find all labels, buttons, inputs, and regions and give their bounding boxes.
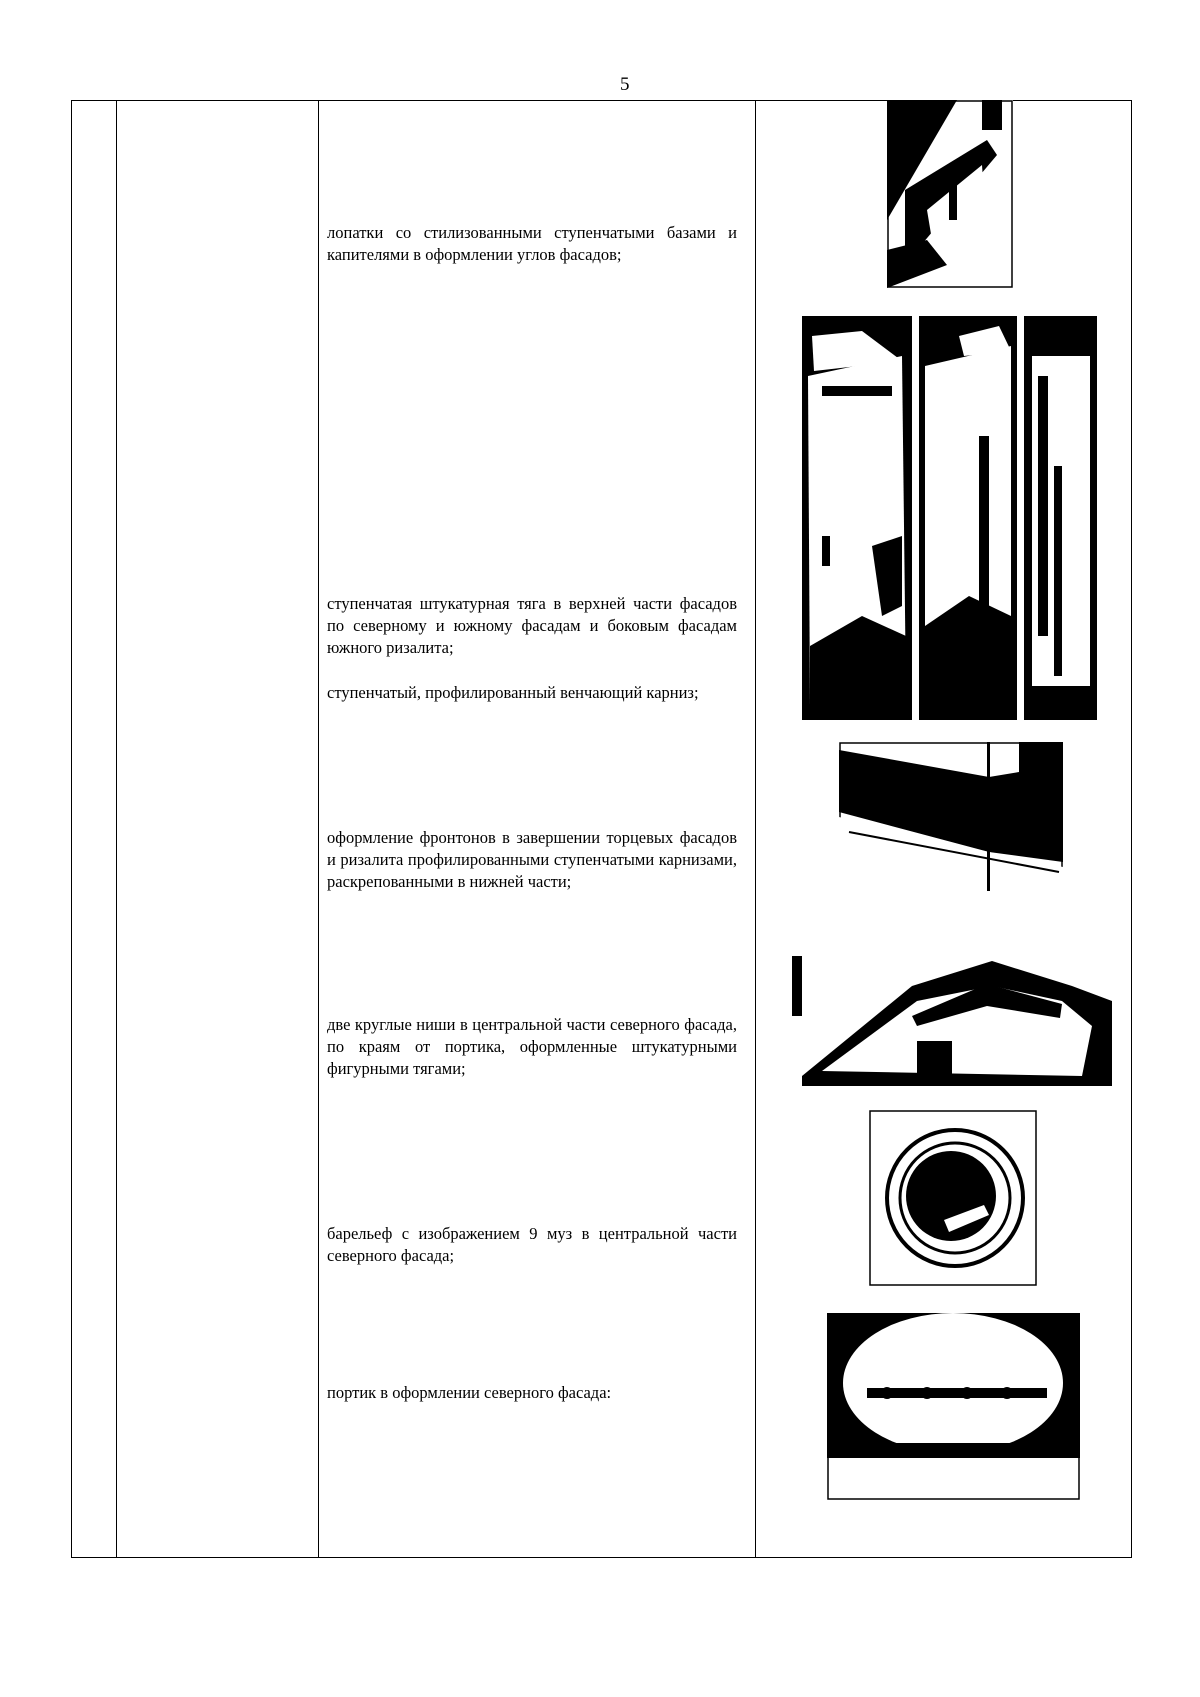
facade-corners-photo-icon bbox=[1024, 316, 1097, 720]
column-divider bbox=[116, 101, 117, 1557]
element-description: портик в оформлении северного фасада: bbox=[327, 1383, 612, 1402]
element-description: оформление фронтонов в завершении торцевых фасадов и ризалита профилированными ступенчатыми карнизами, раскрепованными в нижней части; bbox=[327, 828, 737, 891]
page-number: 5 bbox=[620, 74, 630, 95]
cornice-photo-icon bbox=[839, 742, 1063, 891]
facade-corners-photo-icon bbox=[802, 316, 912, 720]
column-divider bbox=[755, 101, 756, 1557]
element-description: лопатки со стилизованными ступенчатыми базами и капителями в оформлении углов фасадов; bbox=[327, 223, 737, 264]
element-description: две круглые ниши в центральной части северного фасада, по краям от портика, оформленные штукатурными фигурными тягами; bbox=[327, 1015, 737, 1078]
bas-relief-photo-icon bbox=[827, 1313, 1080, 1500]
element-description: ступенчатый, профилированный венчающий карниз; bbox=[327, 683, 699, 702]
round-niche-photo-icon bbox=[869, 1110, 1037, 1286]
pediment-photo-icon bbox=[792, 956, 1112, 1086]
element-description: барельеф с изображением 9 муз в центральной части северного фасада; bbox=[327, 1224, 737, 1265]
pilaster-photo-icon bbox=[887, 100, 1013, 288]
facade-corners-photo-icon bbox=[919, 316, 1017, 720]
column-divider bbox=[318, 101, 319, 1557]
element-description: ступенчатая штукатурная тяга в верхней части фасадов по северному и южному фасадам и боковым фасадам южного ризалита; bbox=[327, 594, 737, 657]
